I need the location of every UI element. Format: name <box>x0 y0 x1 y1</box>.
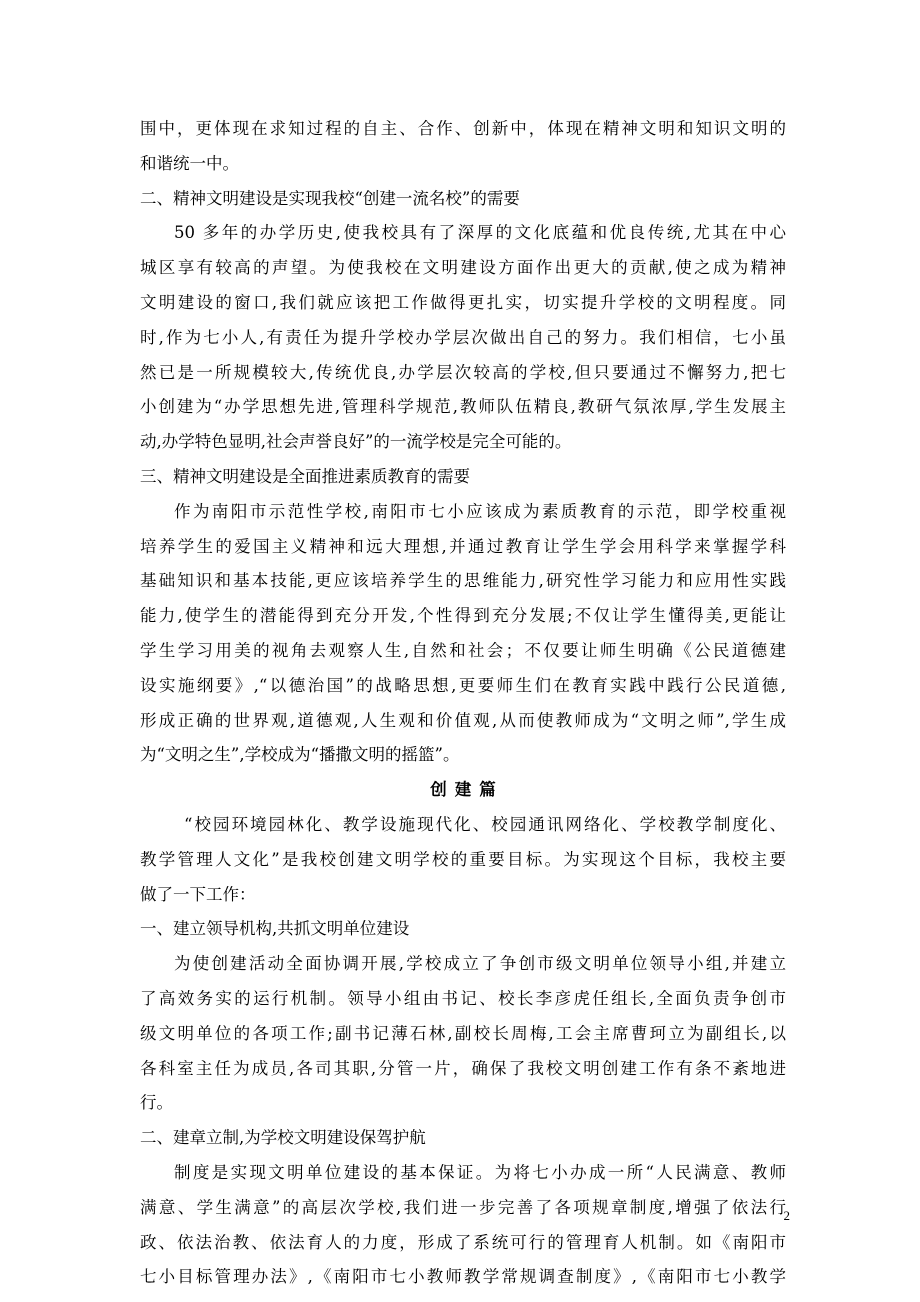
text-line: 设实施纲要》,“以德治国”的战略思想,更要师生们在教育实践中践行公民道德, <box>140 675 786 695</box>
paragraph-first-line: 50 多年的办学历史,使我校具有了深厚的文化底蕴和优良传统,尤其在中心 <box>174 223 786 243</box>
text-line: 形成正确的世界观,道德观,人生观和价值观,从而使教师成为“文明之师”,学生成 <box>140 710 786 730</box>
text-line: 各科室主任为成员,各司其职,分管一片，确保了我校文明创建工作有条不紊地进 <box>140 1058 786 1078</box>
text-line: 能力,使学生的潜能得到充分开发,个性得到充分发展;不仅让学生懂得美,更能让 <box>140 606 786 626</box>
paragraph-first-line: 为使创建活动全面协调开展,学校成立了争创市级文明单位领导小组,并建立 <box>174 954 786 974</box>
paragraph-first-line: 制度是实现文明单位建设的基本保证。为将七小办成一所“人民满意、教师 <box>174 1162 786 1182</box>
text-line: 学生学习用美的视角去观察人生,自然和社会；不仅要让师生明确《公民道德建 <box>140 640 786 660</box>
text-line: 文明建设的窗口,我们就应该把工作做得更扎实，切实提升学校的文明程度。同 <box>140 292 786 312</box>
section-heading: 一、建立领导机构,共抓文明单位建设 <box>140 919 410 939</box>
text-line: 培养学生的爱国主义精神和远大理想,并通过教育让学生学会用科学来掌握学科 <box>140 536 786 556</box>
section-heading: 二、精神文明建设是实现我校“创建一流名校”的需要 <box>140 188 520 208</box>
text-line: 动,办学特色显明,社会声誉良好”的一流学校是完全可能的。 <box>140 432 572 452</box>
paragraph-first-line: 作为南阳市示范性学校,南阳市七小应该成为素质教育的示范，即学校重视 <box>174 501 786 521</box>
text-line: 时,作为七小人,有责任为提升学校办学层次做出自己的努力。我们相信，七小虽 <box>140 327 786 347</box>
paragraph-first-line: “校园环境园林化、教学设施现代化、校园通讯网络化、学校教学制度化、 <box>184 814 786 834</box>
text-line: 教学管理人文化”是我校创建文明学校的重要目标。为实现这个目标，我校主要 <box>140 849 786 869</box>
text-line: 级文明单位的各项工作;副书记薄石林,副校长周梅,工会主席曹珂立为副组长,以 <box>140 1023 786 1043</box>
page-number: 2 <box>783 1208 790 1223</box>
text-line: 做了一下工作： <box>140 884 256 904</box>
section-heading: 二、建章立制,为学校文明建设保驾护航 <box>140 1128 426 1148</box>
text-line: 然已是一所规模较大,传统优良,办学层次较高的学校,但只要通过不懈努力,把七 <box>140 362 786 382</box>
text-line: 政、依法治教、依法育人的力度，形成了系统可行的管理育人机制。如《南阳市 <box>140 1232 786 1252</box>
text-line: 围中，更体现在求知过程的自主、合作、创新中，体现在精神文明和知识文明的 <box>140 119 786 138</box>
text-line: 为“文明之生”,学校成为“播撒文明的摇篮”。 <box>140 745 460 765</box>
text-line: 行。 <box>140 1093 173 1113</box>
text-line: 和谐统一中。 <box>140 153 239 173</box>
text-line: 了高效务实的运行机制。领导小组由书记、校长李彦虎任组长,全面负责争创市 <box>140 988 786 1008</box>
text-line: 七小目标管理办法》,《南阳市七小教师教学常规调查制度》,《南阳市七小教学 <box>140 1267 786 1287</box>
text-line: 小创建为“办学思想先进,管理科学规范,教师队伍精良,教研气氛浓厚,学生发展主 <box>140 397 786 417</box>
text-line: 基础知识和基本技能,更应该培养学生的思维能力,研究性学习能力和应用性实践 <box>140 571 786 591</box>
text-line: 满意、学生满意”的高层次学校,我们进一步完善了各项规章制度,增强了依法行 <box>140 1197 786 1217</box>
document-body <box>140 112 786 1295</box>
chapter-title: 创建篇 <box>430 780 504 800</box>
text-line: 城区享有较高的声望。为使我校在文明建设方面作出更大的贡献,使之成为精神 <box>140 258 786 278</box>
section-heading: 三、精神文明建设是全面推进素质教育的需要 <box>140 466 470 486</box>
